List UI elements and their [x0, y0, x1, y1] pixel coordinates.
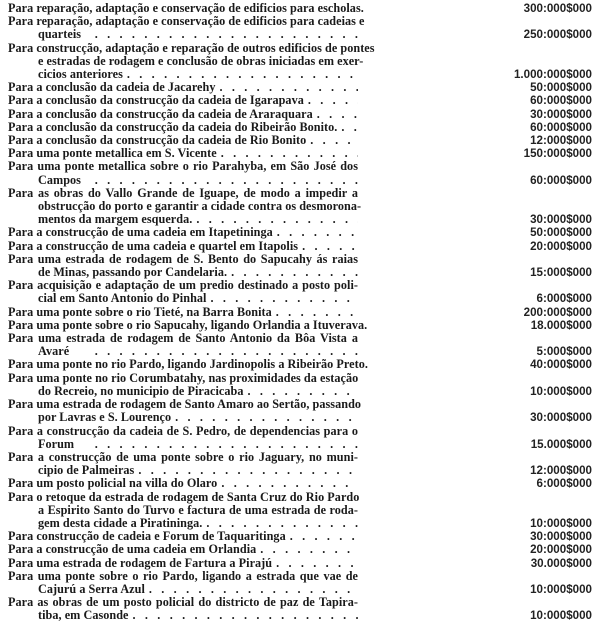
budget-entry: [8, 451, 592, 477]
entry-description: [8, 477, 358, 490]
description-line: [8, 438, 358, 451]
entry-description: [8, 596, 358, 622]
entry-description: [8, 160, 358, 186]
entry-description: [8, 491, 358, 531]
entry-amount: 15:000$000: [530, 266, 592, 280]
dot-leader: [85, 28, 358, 41]
entry-amount: 10:000$000: [530, 582, 592, 596]
description-text: Para a construcção de uma cadeia em Itapetininga: [8, 225, 273, 240]
description-line: Para uma estrada de rodagem de Santo Antonio da Bôa Vista a: [8, 331, 358, 346]
entry-amount: 20:000$000: [530, 239, 592, 253]
description-text: Para construcção de cadeia e Forum de Taquaritinga: [8, 529, 286, 544]
entry-amount: 10:000$000: [530, 516, 592, 530]
description-line: a Espirito Santo do Turvo e factura de uma estrada de roda-: [38, 502, 358, 517]
description-line: Para construcção, adaptação e reparação de outros edificios de pontes: [8, 40, 375, 55]
entry-amount: 50:000$000: [530, 226, 592, 240]
entry-description: [8, 240, 358, 253]
description-line: Para acquisição e adaptação de um predio destinado a posto poli-: [8, 278, 358, 293]
entry-amount: 30:000$000: [530, 107, 592, 121]
description-line: [8, 477, 358, 490]
description-line: Para reparação, adaptação e conservação de edificios para cadeias e: [8, 14, 365, 29]
entry-amount: 12:000$000: [530, 134, 592, 148]
description-text: tiba, em Casonde: [38, 608, 129, 623]
description-text: quarteis: [38, 27, 82, 42]
budget-entry: [8, 226, 592, 239]
entry-amount: 18.000$000: [530, 318, 592, 332]
entry-description: [8, 306, 358, 319]
entry-amount: 50:000$000: [530, 81, 592, 95]
description-line: Para uma estrada de rodagem de Santo Amaro ao Sertão, passando: [8, 397, 362, 412]
entry-description: [8, 332, 358, 358]
entry-description: [8, 94, 358, 107]
description-text: Campos: [38, 172, 81, 187]
description-text: Para um posto policial na villa do Olaro: [8, 476, 218, 491]
description-line: [8, 557, 358, 570]
entry-amount: 60:000$000: [530, 173, 592, 187]
budget-entry: [8, 596, 592, 622]
description-line: [8, 357, 368, 372]
entry-amount: 12:000$000: [530, 464, 592, 478]
entry-description: [8, 557, 358, 570]
dot-leader: [210, 292, 358, 305]
description-text: cial em Santo Antonio do Pinhal: [38, 291, 207, 306]
budget-entry: [8, 160, 592, 186]
description-text: Forum: [38, 436, 75, 451]
dot-leader: [341, 121, 358, 134]
budget-entry: [8, 108, 592, 121]
entry-description: [8, 108, 358, 121]
budget-entry: [8, 332, 592, 358]
budget-entry: [8, 358, 592, 371]
dot-leader: [221, 477, 358, 490]
entry-amount: 1.000:000$000: [513, 68, 592, 82]
description-text: gem desta cidade a Piratininga.: [38, 515, 203, 530]
entry-amount: 20:000$000: [530, 543, 592, 557]
budget-entry: [8, 306, 592, 319]
description-line: [8, 292, 358, 305]
description-text: Para uma ponte metallica em S. Vicente: [8, 146, 217, 161]
description-text: Para a conclusão da cadeia de Jacarehy: [8, 80, 216, 95]
entry-amount: 6:000$000: [536, 292, 592, 306]
dot-leader: [290, 530, 358, 543]
entry-description: [8, 451, 358, 477]
description-text: Para a construcção de uma cadeia e quartel em Itapolis: [8, 238, 299, 253]
entry-amount: 15.000$000: [530, 437, 592, 451]
entry-description: [8, 357, 368, 372]
description-line: [8, 226, 358, 239]
description-text: Cajurú a Serra Azul: [38, 581, 145, 596]
description-line: [8, 108, 358, 121]
entry-amount: 60:000$000: [530, 120, 592, 134]
entry-amount: 30:000$000: [530, 213, 592, 227]
description-text: Para reparação, adaptação e conservação de edificios para escholas.: [8, 1, 364, 15]
description-text: Para uma ponte sobre o rio Sapucahy, ligando Orlandia a Ituverava.: [8, 317, 368, 332]
budget-appropriations-list: [8, 2, 592, 623]
description-line: Para a construcção da cadeia de S. Pedro, de dependencias para o: [8, 423, 358, 438]
dot-leader: [175, 411, 358, 424]
description-text: Para a conclusão da construcção da cadeia de Araraquara: [8, 106, 313, 121]
description-line: Para as obras de um posto policial do districto de paz de Tapira-: [8, 595, 358, 610]
description-line: e estradas de rodagem e conclusão de obras iniciadas em exer-: [38, 53, 364, 68]
description-line: Para uma estrada de rodagem de S. Bento do Sapucahy ás raias: [8, 251, 358, 266]
entry-description: [8, 40, 375, 82]
budget-entry: [8, 240, 592, 253]
entry-amount: 40:000$000: [530, 358, 592, 372]
dot-leader: [308, 94, 358, 107]
description-text: por Lavras e S. Lourenço: [38, 410, 172, 425]
description-text: do Recreio, no municipio de Piracicaba: [38, 383, 244, 398]
entry-amount: 5:000$000: [536, 345, 592, 359]
budget-entry: [8, 570, 592, 596]
dot-leader: [317, 108, 358, 121]
entry-description: [8, 397, 362, 425]
budget-entry: [8, 477, 592, 490]
dot-leader: [302, 240, 358, 253]
entry-description: [8, 253, 358, 279]
description-line: [8, 306, 358, 319]
description-text: Para a conclusão da construcção da cadeia do Ribeirão Bonito.: [8, 119, 338, 134]
budget-entry: [8, 557, 592, 570]
description-line: Para uma ponte sobre o rio Pardo, ligando a estrada que vae de: [8, 568, 358, 583]
dot-leader: [133, 609, 358, 622]
description-line: Para uma ponte no rio Corumbatahy, nas proximidades da estação: [8, 370, 359, 385]
description-line: Para o retoque da estrada de rodagem de Santa Cruz do Rio Pardo: [8, 489, 360, 504]
description-text: Avaré: [38, 344, 70, 359]
budget-entry: [8, 94, 592, 107]
description-text: mentos da margem esquerda.: [38, 212, 193, 227]
entry-amount: 10:000$000: [530, 384, 592, 398]
description-line: [8, 609, 358, 622]
budget-entry: [8, 491, 592, 531]
budget-entry: [8, 15, 592, 41]
entry-description: [8, 226, 358, 239]
budget-entry: [8, 543, 592, 556]
description-text: Para a conclusão da construcção da cadeia de Rio Bonito: [8, 133, 307, 148]
entry-amount: 250:000$000: [523, 28, 592, 42]
description-line: Para a construcção de uma ponte sobre o rio Jaguary, no muni-: [8, 449, 358, 464]
budget-entry: [8, 372, 592, 398]
dot-leader: [277, 226, 358, 239]
description-line: Para uma ponte metallica sobre o rio Parahyba, em São José dos: [8, 159, 358, 174]
budget-entry: [8, 187, 592, 227]
entry-amount: 300:000$000: [523, 2, 592, 15]
description-line: [8, 28, 358, 41]
entry-description: [8, 425, 358, 451]
description-text: cipio de Palmeiras: [38, 463, 135, 478]
dot-leader: [85, 174, 358, 187]
entry-amount: 150:000$000: [523, 147, 592, 161]
description-line: Para as obras do Vallo Grande de Iguape, de modo a impedir a: [8, 185, 358, 200]
entry-description: [8, 372, 358, 398]
description-text: Para uma ponte no rio Pardo, ligando Jardinopolis a Ribeirão Preto.: [8, 357, 368, 372]
entry-amount: 6:000$000: [536, 477, 592, 491]
description-text: de Minas, passando por Candelaria.: [38, 265, 228, 280]
description-text: Para a conclusão da construcção da cadeia de Igarapava: [8, 93, 304, 108]
entry-description: [8, 14, 365, 42]
entry-description: [8, 279, 358, 305]
description-text: Para uma ponte sobre o rio Tieté, na Barra Bonita: [8, 304, 272, 319]
description-line: [8, 94, 358, 107]
description-text: Para a construcção de uma cadeia em Orlandia: [8, 542, 257, 557]
description-line: [8, 174, 358, 187]
description-line: [8, 411, 358, 424]
dot-leader: [310, 134, 358, 147]
dot-leader: [78, 438, 358, 451]
budget-entry: [8, 398, 592, 424]
description-line: [8, 240, 358, 253]
entry-description: [8, 570, 358, 596]
description-line: [8, 543, 358, 556]
dot-leader: [260, 543, 358, 556]
entry-amount: 30.000$000: [530, 556, 592, 570]
entry-amount: 30:000$000: [530, 530, 592, 544]
entry-amount: 10:000$000: [530, 609, 592, 623]
entry-amount: 30:000$000: [530, 411, 592, 425]
budget-entry: [8, 279, 592, 305]
description-text: Para uma estrada de rodagem de Fartura a Pirajú: [8, 555, 273, 570]
entry-amount: 60:000$000: [530, 94, 592, 108]
budget-entry: [8, 253, 592, 279]
entry-amount: 200:000$000: [523, 305, 592, 319]
budget-entry: [8, 42, 592, 82]
entry-description: [8, 185, 362, 227]
budget-entry: [8, 425, 592, 451]
description-line: obstrucção do porto e garantir a cidade contra os desmorona-: [38, 199, 362, 214]
entry-description: [8, 543, 358, 556]
description-text: cicios anteriores: [38, 67, 123, 82]
dot-leader: [276, 306, 358, 319]
dot-leader: [276, 557, 358, 570]
